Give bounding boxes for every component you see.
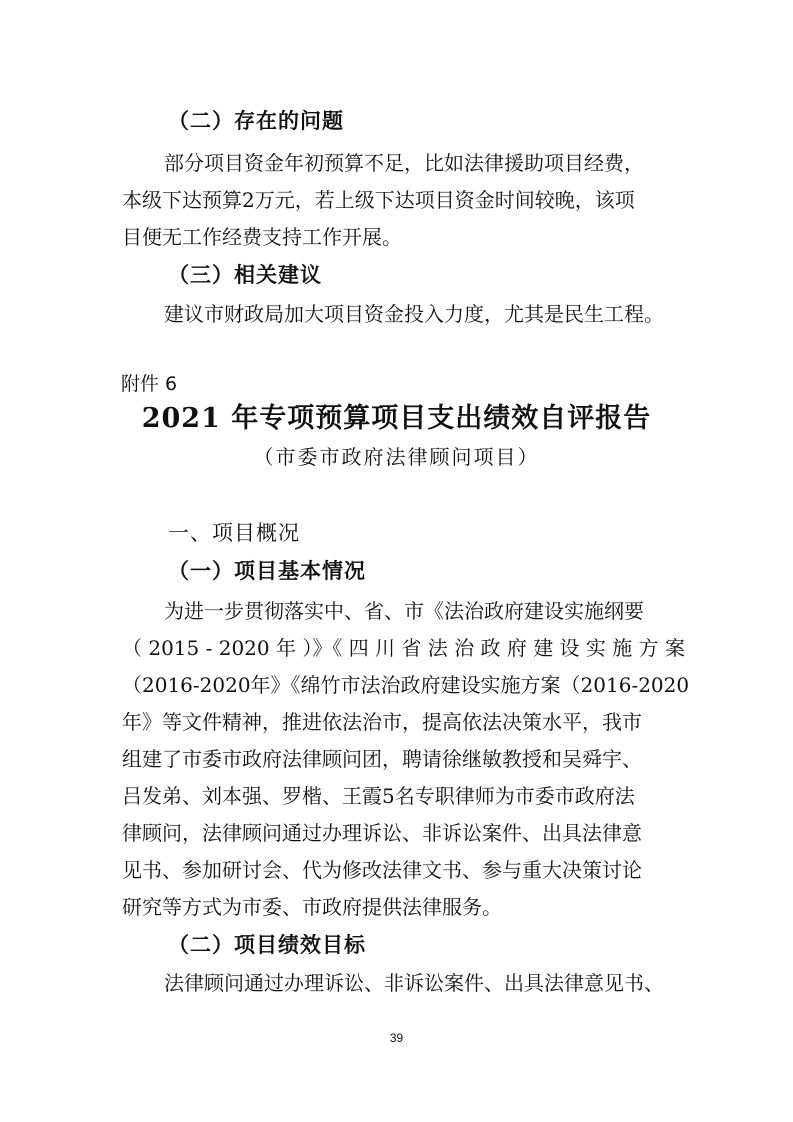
problems-heading: （二）存在的问题 — [168, 109, 344, 133]
basic-info-heading: （一）项目基本情况 — [168, 559, 366, 583]
attachment-label: 附件 6 — [121, 373, 178, 395]
paragraph-line: 律顾问，法律顾问通过办理诉讼、非诉讼案件、出具法律意 — [122, 821, 642, 845]
paragraph-line: 吕发弟、刘本强、罗楷、王霞5名专职律师为市委市政府法 — [122, 784, 635, 808]
report-subtitle: （市委市政府法律顾问项目） — [253, 445, 540, 469]
paragraph-line: 年》等文件精神，推进依法治市，提高依法决策水平，我市 — [122, 710, 642, 734]
paragraph-line: 法律顾问通过办理诉讼、非诉讼案件、出具法律意见书、 — [164, 971, 664, 995]
report-title: 2021 年专项预算项目支出绩效自评报告 — [141, 403, 652, 434]
paragraph-line: 为进一步贯彻落实中、省、市《法治政府建设实施纲要 — [164, 599, 644, 623]
paragraph-line: 部分项目资金年初预算不足，比如法律援助项目经费， — [164, 151, 644, 175]
paragraph-line: 本级下达预算2万元，若上级下达项目资金时间较晚，该项 — [122, 188, 635, 212]
paragraph-line: 研究等方式为市委、市政府提供法律服务。 — [122, 895, 502, 919]
page-number: 39 — [389, 1031, 404, 1045]
suggestions-heading: （三）相关建议 — [168, 263, 322, 287]
section-one-heading: 一、项目概况 — [168, 521, 300, 545]
paragraph-line: 组建了市委市政府法律顾问团，聘请徐继敏教授和吴舜宇、 — [122, 747, 642, 771]
paragraph-line: 建议市财政局加大项目资金投入力度，尤其是民生工程。 — [164, 302, 664, 326]
goal-heading: （二）项目绩效目标 — [168, 933, 366, 957]
paragraph-line: （ 2015 - 2020 年 ）》《 四 川 省 法 治 政 府 建 设 实 施 方 案 — [122, 636, 685, 660]
paragraph-line: 见书、参加研讨会、代为修改法律文书、参与重大决策讨论 — [122, 858, 642, 882]
paragraph-line: （2016-2020年》《绵竹市法治政府建设实施方案（2016-2020 — [122, 673, 690, 697]
paragraph-line: 目便无工作经费支持工作开展。 — [122, 225, 402, 249]
